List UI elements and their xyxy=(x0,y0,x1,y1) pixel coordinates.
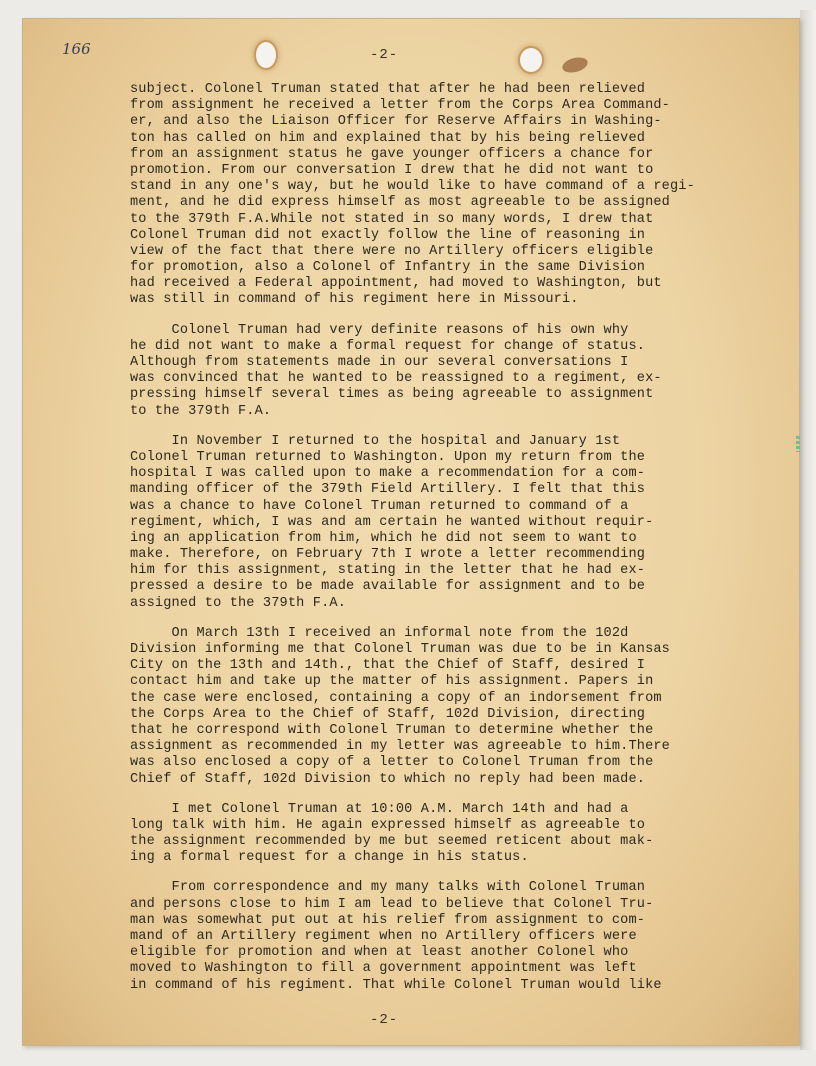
text-line: that he correspond with Colonel Truman to determine whether the xyxy=(130,722,654,738)
text-line: to the 379th F.A. xyxy=(130,403,272,419)
punch-hole-right xyxy=(520,48,542,72)
text-line: Colonel Truman returned to Washington. Upon my return from the xyxy=(130,449,646,465)
paragraph xyxy=(130,802,760,867)
text-line: subject. Colonel Truman stated that after he had been relieved xyxy=(130,82,646,97)
text-line: make. Therefore, on February 7th I wrote a letter recommending xyxy=(130,547,646,563)
rust-stain xyxy=(561,55,590,75)
text-line: ing an application from him, which he did not seem to want to xyxy=(130,530,637,546)
scan-artifact-mark xyxy=(796,436,800,452)
punch-hole-left xyxy=(256,42,276,68)
text-line: to the 379th F.A.While not stated in so many words, I drew that xyxy=(130,211,654,227)
text-line: ton has called on him and explained that by his being relieved xyxy=(130,130,646,146)
text-line: ing a formal request for a change in his status. xyxy=(130,850,529,866)
paragraph xyxy=(130,626,760,788)
text-line: view of the fact that there were no Artillery officers eligible xyxy=(130,243,654,259)
text-line: from an assignment status he gave younger officers a chance for xyxy=(130,146,654,162)
text-line: manding officer of the 379th Field Artillery. I felt that this xyxy=(130,482,646,498)
text-line: ment, and he did express himself as most agreeable to be assigned xyxy=(130,195,670,211)
text-line: for promotion, also a Colonel of Infantry in the same Division xyxy=(130,260,646,276)
typed-letter-body xyxy=(130,82,760,1008)
text-line: assignment as recommended in my letter was agreeable to him.There xyxy=(130,739,670,755)
text-line: mand of an Artillery regiment when no Artillery officers were xyxy=(130,929,637,944)
text-line: er, and also the Liaison Officer for Reserve Affairs in Washing- xyxy=(130,114,662,130)
text-line: long talk with him. He again expressed himself as agreeable to xyxy=(130,817,646,833)
text-line: he did not want to make a formal request for change of status. xyxy=(130,338,646,354)
text-line: had received a Federal appointment, had moved to Washington, but xyxy=(130,276,662,292)
text-line: pressing himself several times as being agreeable to assignment xyxy=(130,387,654,403)
paragraph xyxy=(130,323,760,420)
text-line: from assignment he received a letter from the Corps Area Command- xyxy=(130,98,670,114)
paragraph xyxy=(130,434,760,612)
text-line: was convinced that he wanted to be reassigned to a regiment, ex- xyxy=(130,371,662,387)
header-page-number: -2- xyxy=(370,47,399,63)
text-line: man was somewhat put out at his relief from assignment to com- xyxy=(130,912,646,928)
text-line: assigned to the 379th F.A. xyxy=(130,595,346,611)
text-line: the case were enclosed, containing a copy of an indorsement from xyxy=(130,690,662,706)
footer-page-number: -2- xyxy=(370,1012,399,1028)
text-line: was still in command of his regiment here in Missouri. xyxy=(130,292,579,308)
text-line: contact him and take up the matter of his assignment. Papers in xyxy=(130,674,654,690)
text-line: in command of his regiment. That while Colonel Truman would like xyxy=(130,977,662,993)
text-line: City on the 13th and 14th., that the Chief of Staff, desired I xyxy=(130,658,646,674)
paragraph xyxy=(130,82,760,309)
text-line: Chief of Staff, 102d Division to which no reply had been made. xyxy=(130,771,646,787)
text-line: Division informing me that Colonel Truman was due to be in Kansas xyxy=(130,642,670,657)
text-line: was a chance to have Colonel Truman returned to command of a xyxy=(130,498,629,514)
text-line: Although from statements made in our several conversations I xyxy=(130,355,629,370)
text-line: I met Colonel Truman at 10:00 A.M. March 14th and had a xyxy=(130,801,629,817)
text-line: From correspondence and my many talks with Colonel Truman xyxy=(130,880,646,896)
text-line: pressed a desire to be made available for assignment and to be xyxy=(130,579,646,595)
text-line: the Corps Area to the Chief of Staff, 102d Division, directing xyxy=(130,706,646,722)
scanner-edge xyxy=(800,10,816,1050)
text-line: eligible for promotion and when at least another Colonel who xyxy=(130,945,629,961)
text-line: Colonel Truman did not exactly follow the line of reasoning in xyxy=(130,227,646,243)
text-line: and persons close to him I am lead to believe that Colonel Tru- xyxy=(130,896,654,912)
text-line: hospital I was called upon to make a recommendation for a com- xyxy=(130,466,646,482)
text-line: Colonel Truman had very definite reasons of his own why xyxy=(130,322,629,338)
text-line: was also enclosed a copy of a letter to Colonel Truman from the xyxy=(130,755,654,771)
text-line: him for this assignment, stating in the letter that he had ex- xyxy=(130,563,646,579)
text-line: moved to Washington to fill a government appointment was left xyxy=(130,961,637,977)
text-line: the assignment recommended by me but seemed reticent about mak- xyxy=(130,834,654,850)
text-line: In November I returned to the hospital and January 1st xyxy=(130,433,621,449)
text-line: stand in any one's way, but he would like to have command of a regi- xyxy=(130,179,695,195)
text-line: regiment, which, I was and am certain he wanted without requir- xyxy=(130,514,654,530)
text-line: On March 13th I received an informal note from the 102d xyxy=(130,625,629,641)
text-line: promotion. From our conversation I drew that he did not want to xyxy=(130,162,654,178)
handwritten-page-note: 166 xyxy=(62,40,91,58)
paragraph xyxy=(130,880,760,993)
